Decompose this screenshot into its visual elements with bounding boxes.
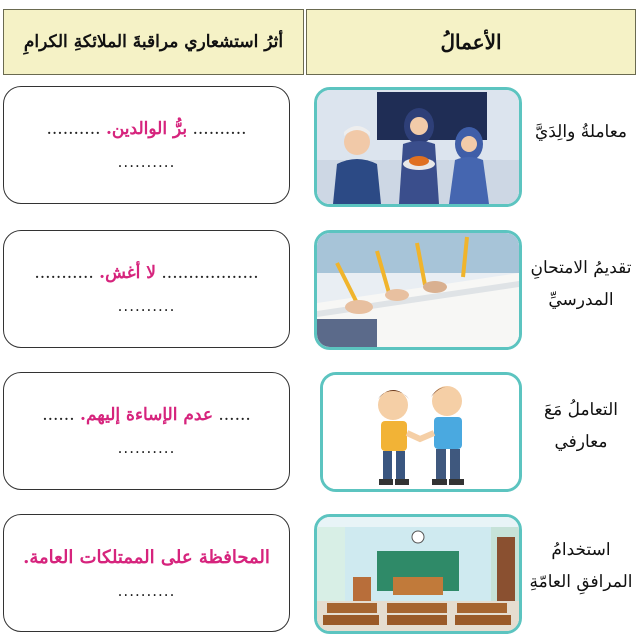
answer-box-3[interactable] [3, 372, 290, 490]
dots: ...... [218, 405, 251, 425]
action-line: المدرسيِّ [548, 290, 614, 311]
family-image [314, 87, 522, 207]
friends-image [320, 372, 522, 492]
answer-box-2[interactable] [3, 230, 290, 348]
action-label-2 [526, 252, 636, 317]
answer-line-1 [46, 119, 246, 139]
action-line: معارفي [554, 432, 608, 453]
answer-text: برُّ الوالدين. [105, 119, 188, 139]
effect-header [3, 9, 304, 75]
answer-text: لا أغش. [99, 263, 156, 283]
answer-line-4 [23, 547, 270, 568]
exam-image [314, 230, 522, 350]
answer-line-3 [42, 405, 251, 425]
actions-header [306, 9, 636, 75]
answer-dots-line: .......... [117, 153, 176, 171]
action-label-1 [526, 116, 636, 148]
dots: ........... [34, 263, 94, 283]
action-line: معاملةُ والِدَيَّ [534, 122, 628, 142]
action-label-4 [526, 534, 636, 599]
dots: .......... [46, 119, 101, 139]
answer-text: عدم الإساءة إليهم. [80, 405, 213, 425]
action-line: التعاملُ مَعَ [544, 400, 618, 420]
effect-header-text: أثرُ استشعاري مراقبةَ الملائكةِ الكرامِ [23, 32, 284, 52]
dots: .................. [161, 263, 259, 283]
action-label-3 [526, 394, 636, 459]
action-line: المرافقِ العامّةِ [529, 572, 633, 593]
actions-header-text: الأعمالُ [440, 30, 502, 54]
action-line: تقديمُ الامتحانِ [530, 258, 632, 278]
answer-dots-line: .......... [117, 581, 176, 600]
answer-box-4[interactable] [3, 514, 290, 632]
action-line: استخدامُ [551, 540, 611, 560]
dots: .......... [192, 119, 247, 139]
classroom-image [314, 514, 522, 634]
answer-text: المحافظة على الممتلكات العامة. [23, 546, 270, 568]
answer-box-1[interactable] [3, 86, 290, 204]
answer-line-2 [34, 263, 258, 283]
answer-dots-line: .......... [117, 439, 176, 457]
answer-dots-line: .......... [117, 297, 176, 315]
dots: ...... [42, 405, 75, 425]
